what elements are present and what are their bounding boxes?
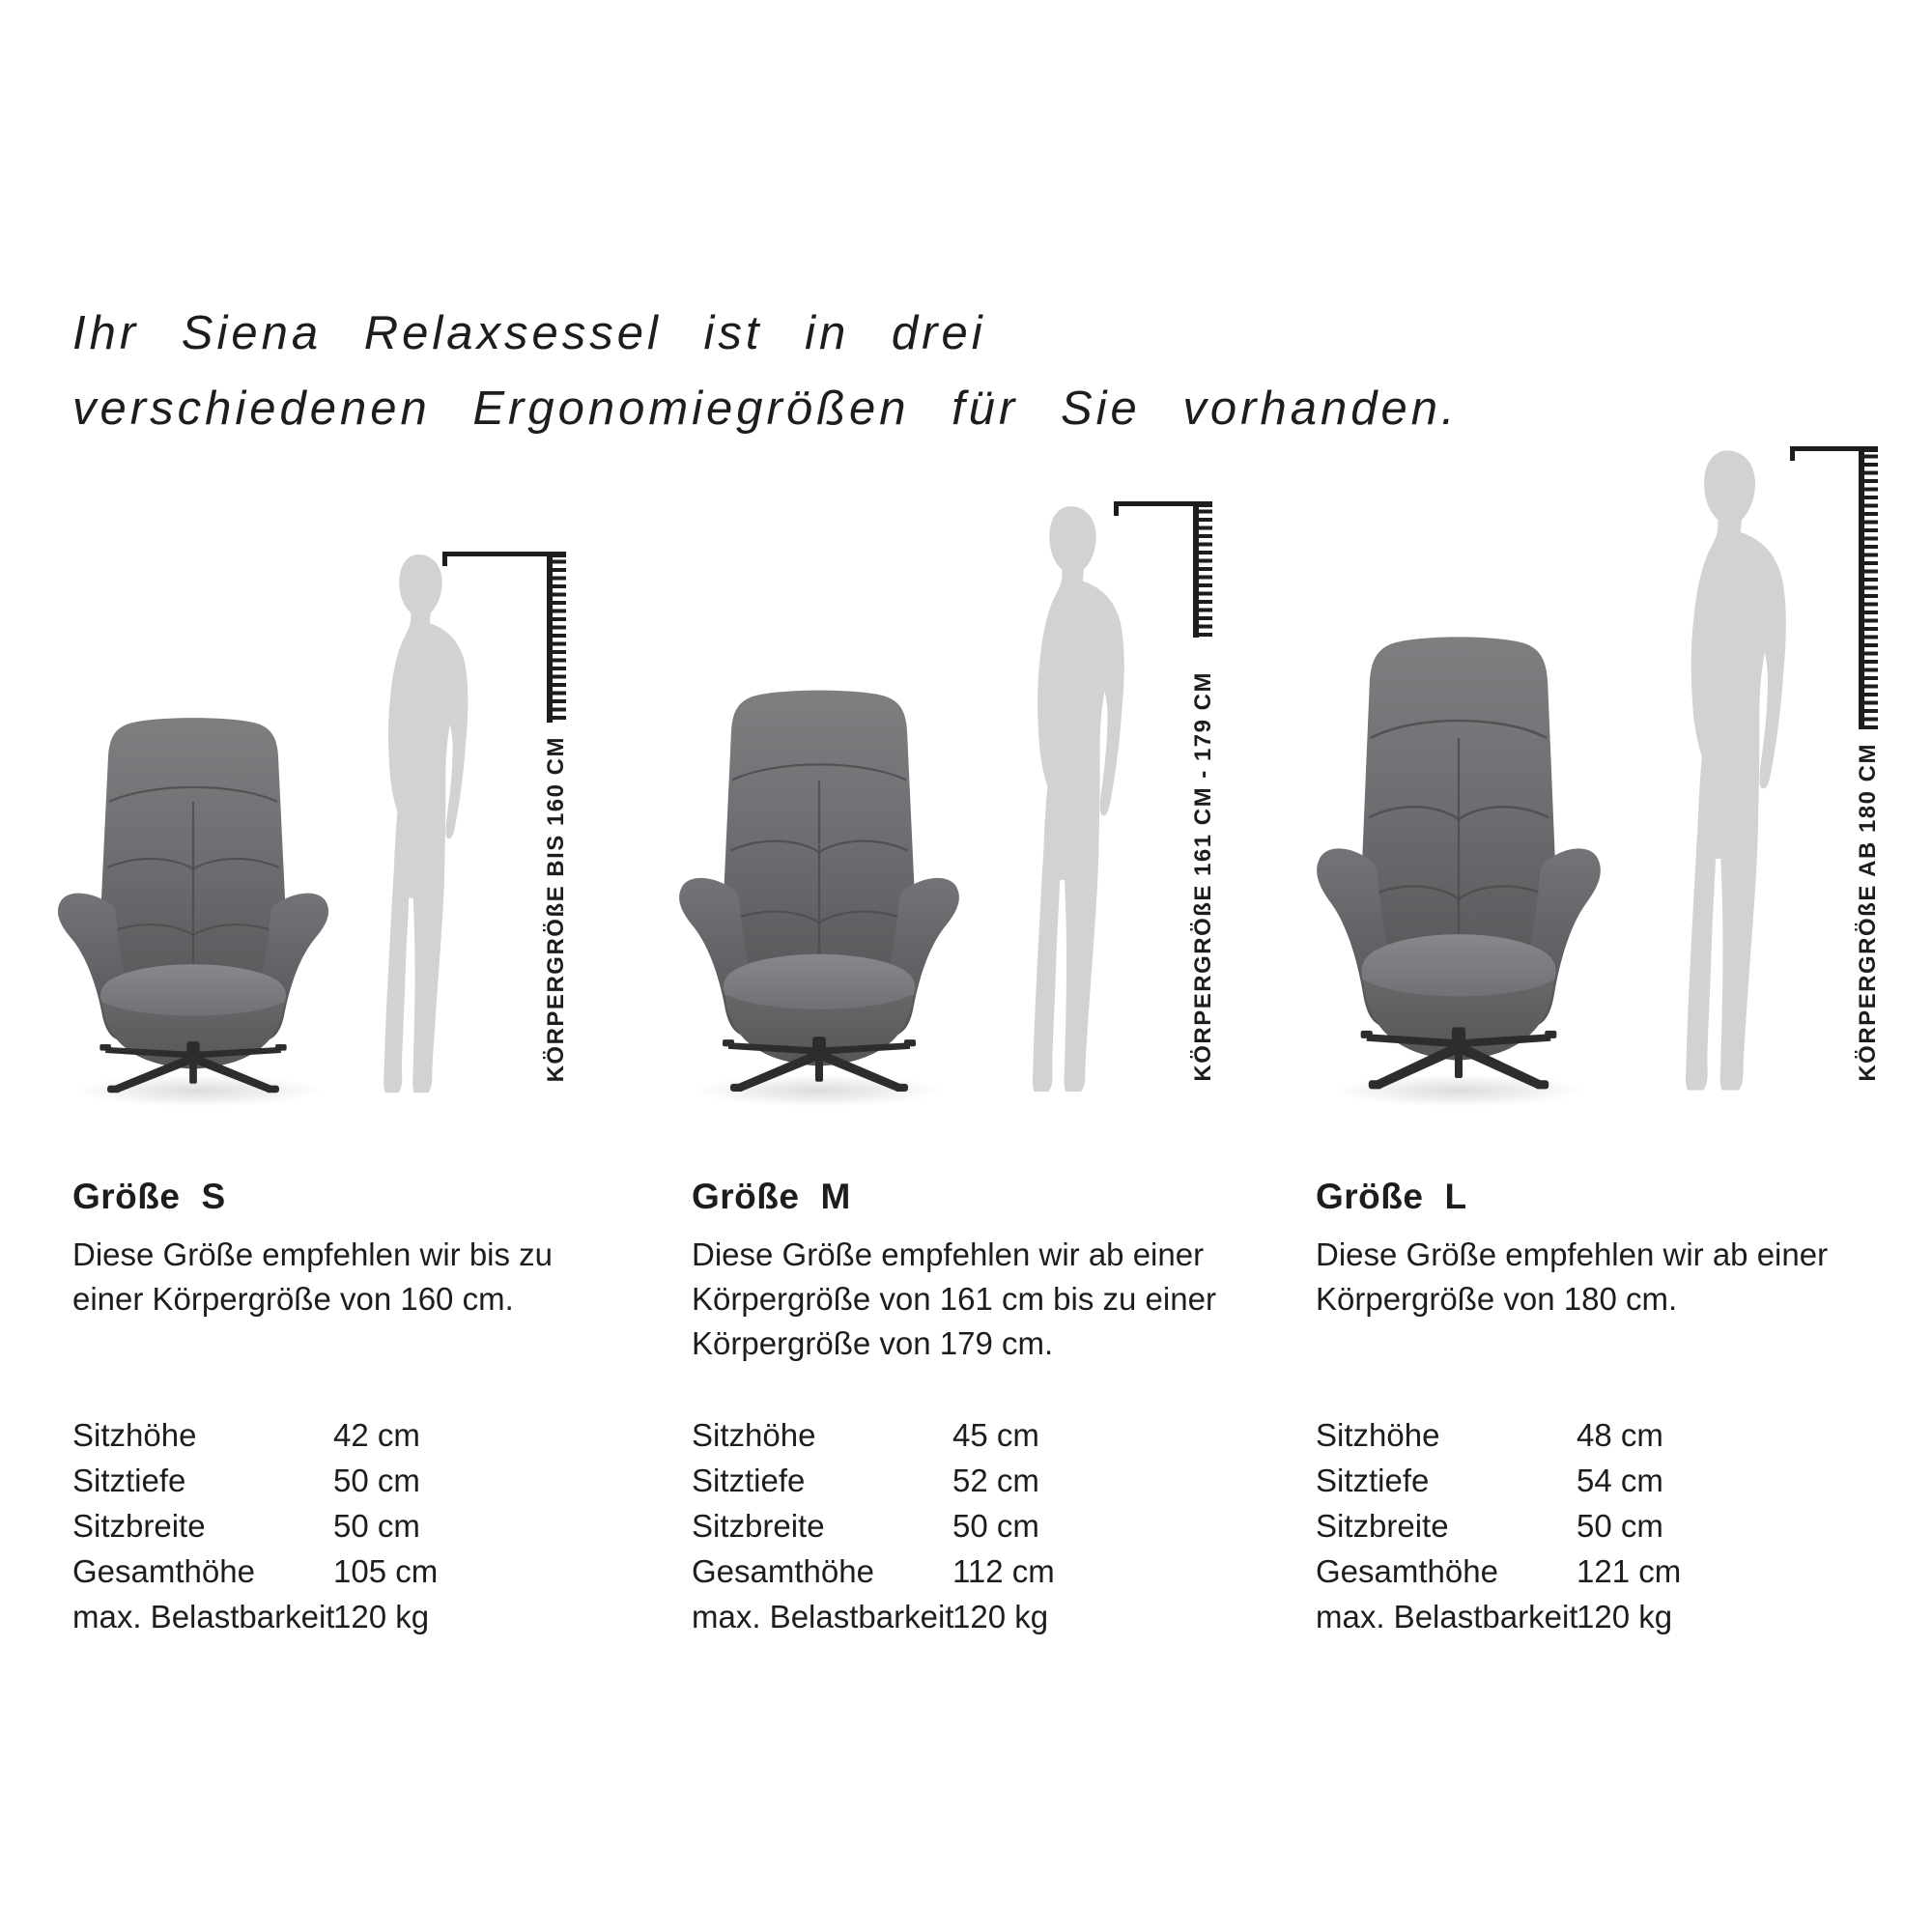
spec-table-s — [72, 1412, 438, 1639]
person-silhouette-s — [355, 553, 486, 1106]
size-heading-m: Größe M — [692, 1177, 851, 1216]
spec-row: Sitzhöhe 42 cm — [72, 1417, 420, 1453]
spec-row: Sitzbreite 50 cm — [692, 1508, 1039, 1544]
spec-row: Sitztiefe 50 cm — [72, 1463, 420, 1498]
spec-row: max. Belastbarkeit120 kg — [692, 1599, 1049, 1634]
ruler-tape-icon — [1859, 446, 1878, 729]
page-title-line-1: Ihr Siena Relaxsessel ist in drei — [72, 307, 986, 359]
spec-row: Sitzhöhe 45 cm — [692, 1417, 1039, 1453]
page-title-line-2: verschiedenen Ergonomiegrößen für Sie vorhanden. — [72, 383, 1459, 435]
info-column-size-l — [1316, 1177, 1924, 1321]
spec-row: Sitzbreite 50 cm — [72, 1508, 420, 1544]
chair-star-base — [1361, 1027, 1557, 1089]
ruler-tape-icon — [547, 552, 566, 723]
ruler-bracket-icon — [1114, 501, 1193, 506]
spec-row: Gesamthöhe 112 cm — [692, 1553, 1055, 1589]
ruler-label-m: KÖRPERGRÖßE 161 CM - 179 CM — [1190, 671, 1216, 1082]
spec-row: max. Belastbarkeit120 kg — [72, 1599, 430, 1634]
spec-row: Sitzhöhe 48 cm — [1316, 1417, 1663, 1453]
spec-table-l — [1316, 1412, 1681, 1639]
spec-table-m — [692, 1412, 1055, 1639]
recliner-chair-illustration-l — [1312, 630, 1605, 1094]
spec-row: Sitztiefe 52 cm — [692, 1463, 1039, 1498]
spec-row: Sitzbreite 50 cm — [1316, 1508, 1663, 1544]
spec-row: Gesamthöhe 105 cm — [72, 1553, 439, 1589]
size-description-l: Diese Größe empfehlen wir ab einer Körpergröße von 180 cm. — [1316, 1236, 1829, 1317]
page-title — [72, 296, 1459, 446]
info-column-size-s — [72, 1177, 652, 1321]
ruler-bracket-icon — [442, 552, 547, 556]
info-column-size-m — [692, 1177, 1300, 1366]
person-silhouette-l — [1651, 448, 1807, 1106]
spec-row: Gesamthöhe 121 cm — [1316, 1553, 1682, 1589]
spec-row: max. Belastbarkeit120 kg — [1316, 1599, 1673, 1634]
ruler-label-l: KÖRPERGRÖßE AB 180 CM — [1855, 743, 1881, 1082]
ruler-bracket-icon — [1790, 446, 1859, 451]
ruler-tape-icon — [1193, 501, 1212, 638]
person-silhouette-m — [1001, 504, 1144, 1106]
recliner-chair-illustration-m — [674, 684, 964, 1095]
chair-star-base — [723, 1037, 916, 1092]
spec-row: Sitztiefe 54 cm — [1316, 1463, 1663, 1498]
chair-star-base — [99, 1041, 286, 1093]
recliner-chair-illustration-s — [53, 712, 333, 1096]
ruler-label-s: KÖRPERGRÖßE BIS 160 CM — [543, 735, 569, 1082]
size-heading-l: Größe L — [1316, 1177, 1467, 1216]
size-description-s: Diese Größe empfehlen wir bis zu einer Körpergröße von 160 cm. — [72, 1236, 554, 1317]
size-description-m: Diese Größe empfehlen wir ab einer Körpergröße von 161 cm bis zu einer Körpergröße von 179 cm. — [692, 1236, 1216, 1361]
size-heading-s: Größe S — [72, 1177, 226, 1216]
